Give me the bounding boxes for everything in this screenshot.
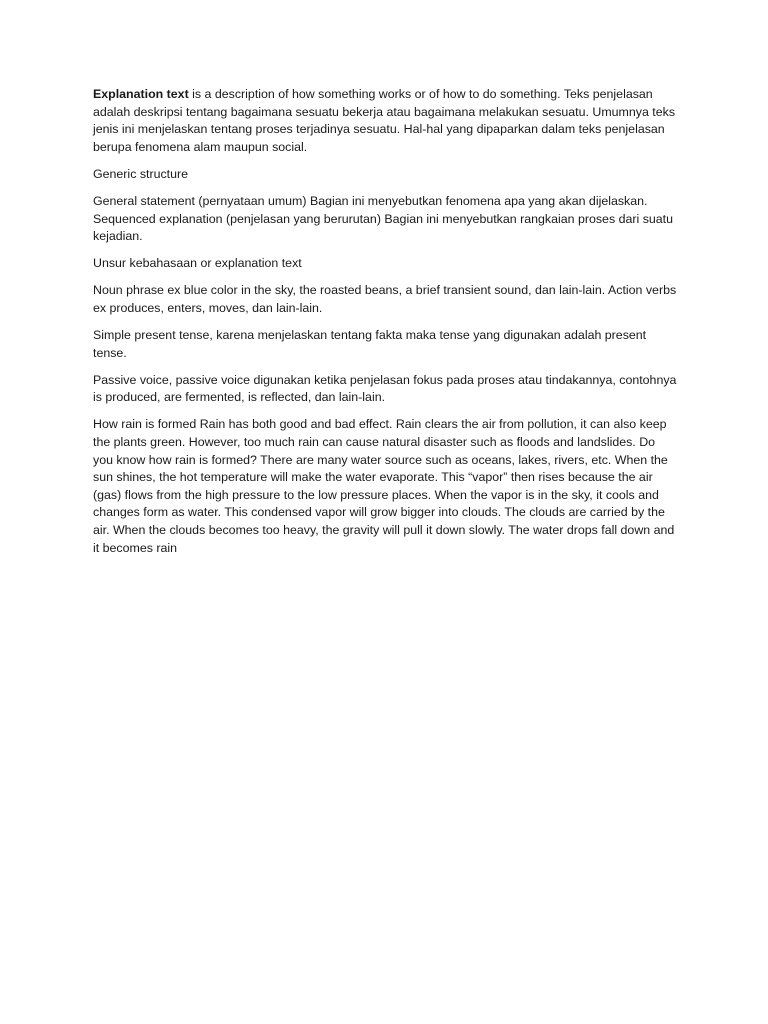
- intro-paragraph: [93, 86, 678, 156]
- generic-structure-heading: Generic structure: [93, 166, 189, 181]
- intro-lead-term: Explanation text: [93, 87, 189, 101]
- language-features-heading: Unsur kebahasaan or explanation text: [93, 256, 302, 271]
- passive-voice-paragraph: Passive voice, passive voice digunakan ketika penjelasan fokus pada proses atau tindakannya, contohnya is produced, are fermented, is reflected, dan lain-lain.: [93, 372, 677, 405]
- simple-present-paragraph: Simple present tense, karena menjelaskan tentang fakta maka tense yang digunakan adalah present tense.: [93, 328, 647, 360]
- generic-structure-paragraph: General statement (pernyataan umum) Bagian ini menyebutkan fenomena apa yang akan dijelaskan. Sequenced explanation (penjelasan yang berurutan) Bagian ini menyebutkan rangkaian proses dari suatu kejadian.: [93, 193, 674, 244]
- example-text-paragraph: How rain is formed Rain has both good and bad effect. Rain clears the air from pollution, it can also keep the plants green. However, too much rain can cause natural disaster such as floods and landslides. Do you know how rain is formed? There are many water source such as oceans, lakes, rivers, etc. When the sun shines, the hot temperature will make the water evaporate. This “vapor” then rises because the air (gas) flows from the high pressure to the low pressure places. When the vapor is in the sky, it cools and changes form as water. This condensed vapor will grow bigger into clouds. The clouds are carried by the air. When the clouds becomes too heavy, the gravity will pull it down slowly. The water drops fall down and it becomes rain: [93, 417, 675, 555]
- noun-phrase-paragraph: Noun phrase ex blue color in the sky, the roasted beans, a brief transient sound, dan lain-lain. Action verbs ex produces, enters, moves, dan lain-lain.: [93, 283, 677, 315]
- intro-text: is a description of how something works or of how to do something. Teks penjelasan adalah deskripsi tentang bagaimana sesuatu bekerja atau bagaimana melakukan sesuatu. Umumnya teks jenis ini menjelaskan tentang proses terjadinya sesuatu. Hal-hal yang dipaparkan dalam teks penjelasan berupa fenomena alam maupun social.: [93, 87, 676, 154]
- document-body: [93, 86, 678, 567]
